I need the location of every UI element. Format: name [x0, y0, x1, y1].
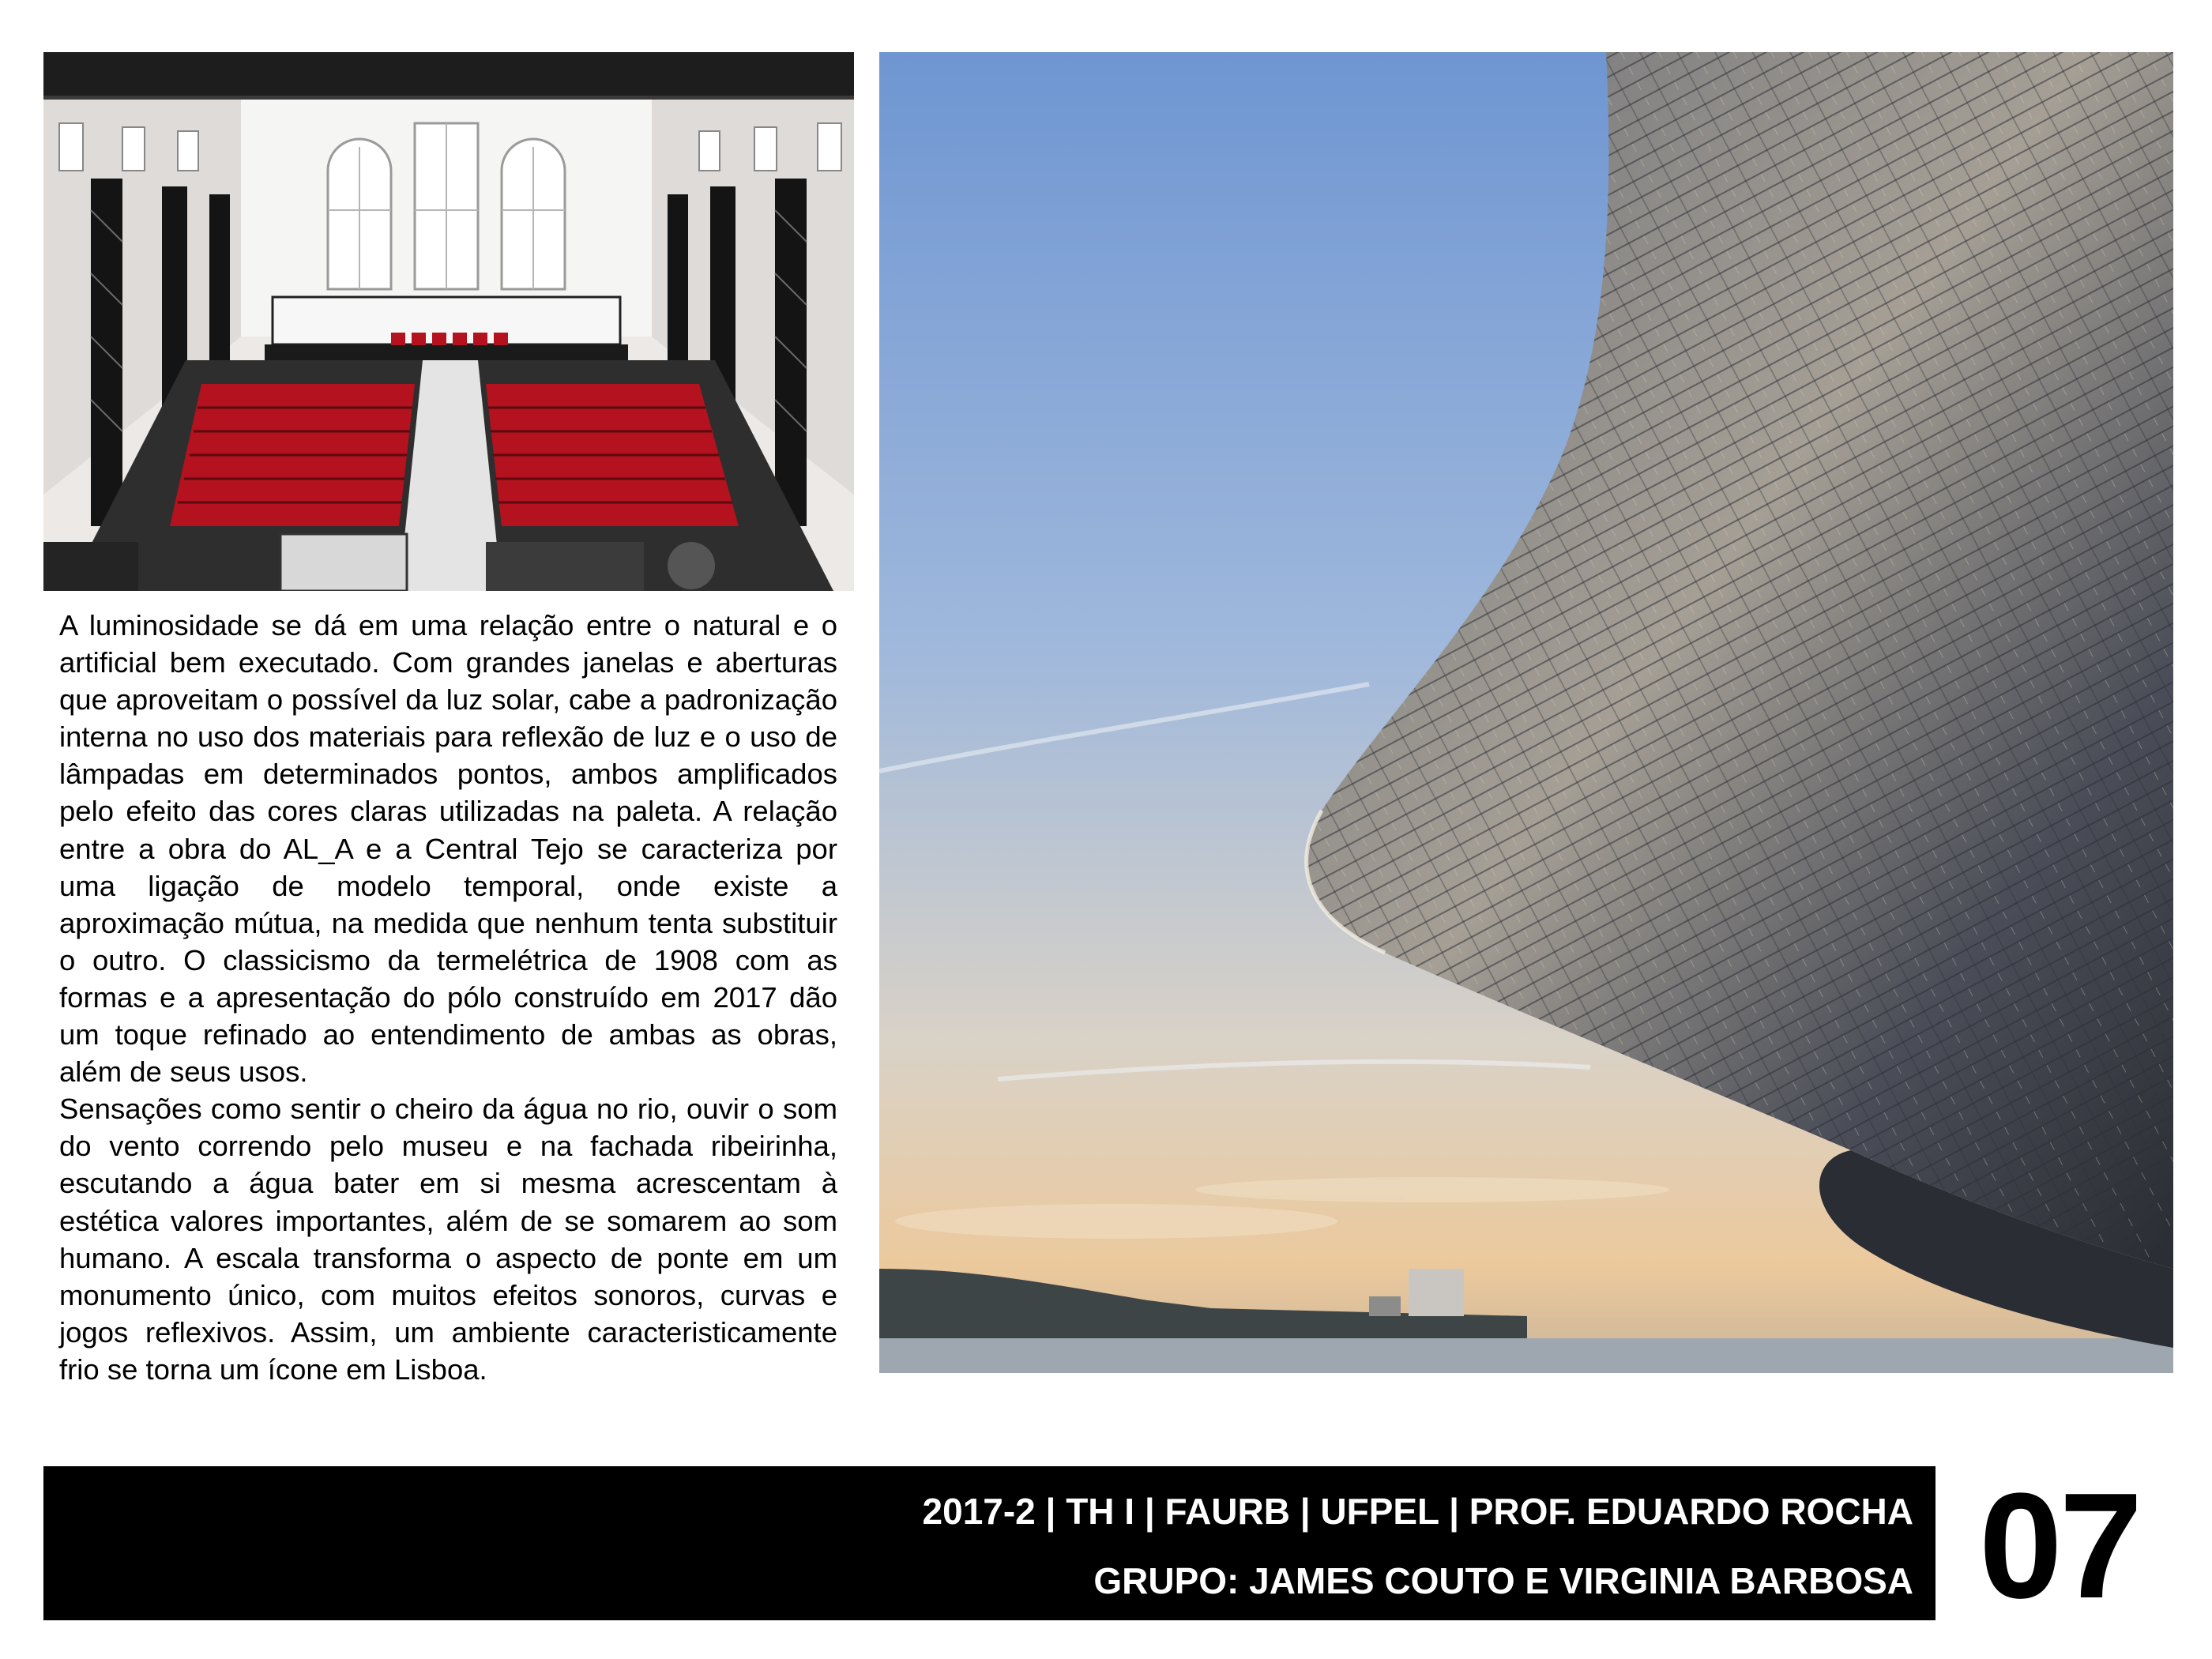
course-info: 2017-2 | TH I | FAURB | UFPEL | PROF. EDUARDO ROCHA	[922, 1491, 1913, 1532]
group-info: GRUPO: JAMES COUTO E VIRGINIA BARBOSA	[1093, 1560, 1913, 1601]
hall-interior-photo	[43, 52, 854, 591]
body-text	[59, 607, 837, 1388]
body-paragraph: Sensações como sentir o cheiro da água no rio, ouvir o som do vento correndo pelo museu e na fachada ribeirinha, escutando a água bater em si mesma acrescentam à estética valores importantes, além de se somarem ao som humano. A escala transforma o aspecto de ponte em um monumento único, com muitos efeitos sonoros, curvas e jogos reflexivos. Assim, um ambiente caracteristicamente frio se torna um ícone em Lisboa.	[59, 1093, 837, 1386]
museum-facade-photo	[879, 52, 2173, 1373]
body-paragraph: A luminosidade se dá em uma relação entre o natural e o artificial bem executado. Com grandes janelas e aberturas que aproveitam o possível da luz solar, cabe a padronização interna no uso dos materiais para reflexão de luz e o uso de lâmpadas em determinados pontos, ambos amplificados pelo efeito das cores claras utilizadas na paleta. A relação entre a obra do AL_A e a Central Tejo se caracteriza por uma ligação de modelo temporal, onde existe a aproximação mútua, na medida que nenhum tenta substituir o outro. O classicismo da termelétrica de 1908 com as formas e a apresentação do pólo construído em 2017 dão um toque refinado ao entendimento de ambas as obras, além de seus usos.	[59, 609, 837, 1089]
page-number: 07	[1979, 1462, 2140, 1630]
footer-bar	[43, 1466, 1936, 1620]
